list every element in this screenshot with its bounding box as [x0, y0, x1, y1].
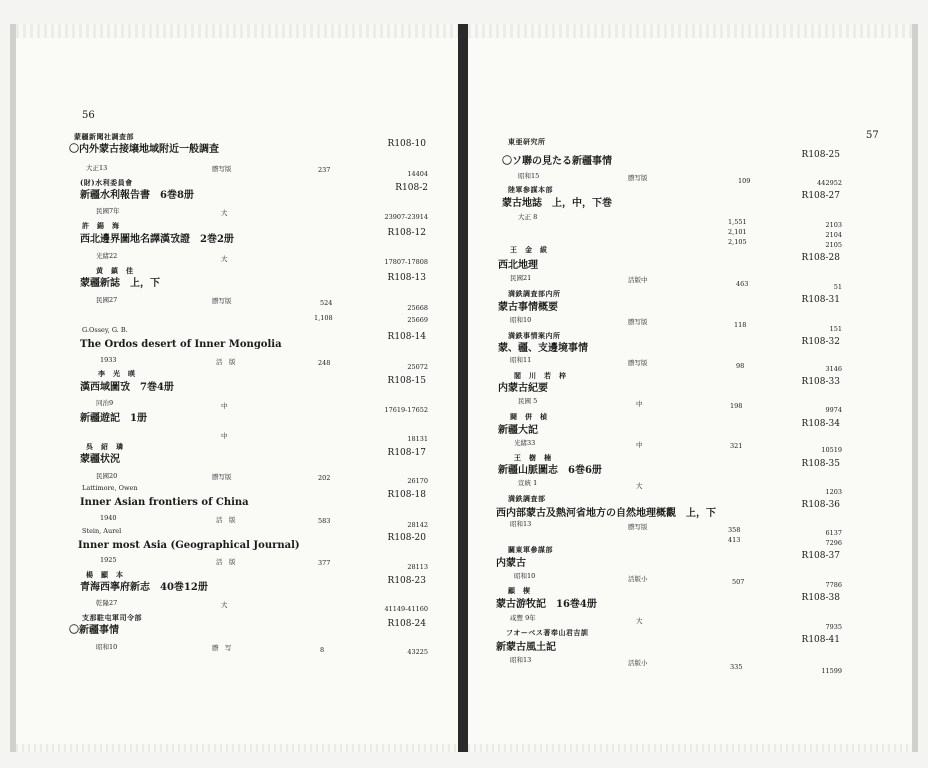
- left-entry-line: R108-13: [387, 273, 426, 283]
- left-entry-line: 民國7年: [96, 207, 120, 215]
- left-entry-line: 202: [318, 474, 331, 482]
- left-entry-line: Inner most Asia (Geographical Journal): [78, 540, 300, 551]
- page-number-left: 56: [82, 110, 95, 121]
- right-entry-line: 満鉄調査部: [508, 494, 546, 503]
- right-entry-line: 2,105: [728, 238, 747, 246]
- scan-edge-bottom: [16, 744, 458, 752]
- right-entry-line: 新疆山脈圖志 6巻6册: [498, 465, 602, 476]
- right-entry-line: 大: [636, 617, 643, 625]
- left-page: [10, 24, 458, 752]
- right-entry-line: 陸軍参謀本部: [508, 185, 553, 194]
- left-entry-line: 黄 鎮 佳: [96, 266, 134, 275]
- right-entry-line: R108-36: [801, 500, 840, 510]
- left-entry-line: 23907-23914: [384, 213, 428, 221]
- right-entry-line: 9974: [825, 406, 842, 414]
- right-entry-line: 謄写版: [628, 174, 648, 182]
- left-entry-line: 248: [318, 359, 331, 367]
- right-entry-line: 51: [833, 283, 842, 291]
- right-entry-line: 東亜研究所: [508, 137, 546, 146]
- left-entry-line: R108-18: [387, 490, 426, 500]
- left-entry-line: 41149-41160: [384, 605, 428, 613]
- right-entry-line: 321: [730, 442, 743, 450]
- right-entry-line: R108-33: [801, 377, 840, 387]
- right-entry-line: 民國 5: [518, 397, 538, 405]
- left-entry-line: 乾隆27: [96, 599, 118, 607]
- left-entry-line: 蒙疆新誌 上，下: [80, 278, 160, 289]
- right-entry-line: 蒙古游牧記 16巻4册: [496, 599, 597, 610]
- right-entry-line: 満鉄調査部内所: [508, 289, 561, 298]
- right-entry-line: 内蒙古紀要: [498, 383, 548, 394]
- right-entry-line: 闘 倂 楨: [510, 412, 548, 421]
- right-entry-line: 王 金 紱: [510, 245, 548, 254]
- left-entry-line: 漢西域圖攷 7巻4册: [80, 382, 174, 393]
- right-entry-line: 1,551: [728, 218, 747, 226]
- right-entry-line: 198: [730, 402, 743, 410]
- right-entry-line: 謄写版: [628, 359, 648, 367]
- right-entry-line: 昭和10: [514, 572, 536, 580]
- left-entry-line: 新疆遊記 1册: [80, 413, 147, 424]
- right-entry-line: 咸豐 9年: [510, 614, 536, 622]
- left-entry-line: 大: [221, 209, 228, 217]
- scan-edge-top: [468, 24, 912, 38]
- left-entry-line: 新疆水利報告書 6巻8册: [80, 190, 194, 201]
- right-entry-line: フオーベス著奉山君吉訓: [506, 628, 589, 637]
- left-entry-line: R108-2: [395, 183, 428, 193]
- left-entry-line: 25668: [407, 304, 428, 312]
- left-entry-line: 524: [320, 299, 333, 307]
- left-entry-line: 民國27: [96, 296, 118, 304]
- right-entry-line: 11599: [821, 667, 842, 675]
- left-entry-line: 謄 写: [212, 644, 232, 652]
- right-entry-line: 10519: [821, 446, 842, 454]
- right-entry-line: 昭和11: [510, 356, 532, 364]
- right-entry-line: 光緒33: [514, 439, 536, 447]
- right-entry-line: 顧 楔: [508, 586, 531, 595]
- left-entry-line: 支那駐屯軍司令部: [82, 613, 142, 622]
- right-entry-line: 6137: [825, 529, 842, 537]
- left-entry-line: R108-23: [387, 576, 426, 586]
- left-entry-line: 25669: [407, 316, 428, 324]
- left-entry-line: 許 錫 海: [82, 221, 120, 230]
- page-number-right: 57: [866, 130, 879, 141]
- left-entry-line: R108-12: [387, 228, 426, 238]
- right-entry-line: R108-31: [801, 295, 840, 305]
- right-entry-line: 109: [738, 177, 751, 185]
- left-entry-line: 26170: [407, 477, 428, 485]
- left-entry-line: 1940: [100, 514, 117, 522]
- right-entry-line: 〇ソ聯の見たる新疆事情: [502, 156, 612, 167]
- left-entry-line: 583: [318, 517, 331, 525]
- left-entry-line: 大: [221, 601, 228, 609]
- left-entry-line: R108-14: [387, 332, 426, 342]
- right-entry-line: 2104: [825, 231, 842, 239]
- right-entry-line: 中: [636, 441, 643, 449]
- right-entry-line: 大正 8: [518, 213, 538, 221]
- right-entry-line: 昭和13: [510, 656, 532, 664]
- right-entry-line: R108-37: [801, 551, 840, 561]
- left-entry-line: 17807-17808: [384, 258, 428, 266]
- right-entry-line: 7935: [825, 623, 842, 631]
- left-entry-line: 呉 紹 璘: [86, 442, 124, 451]
- right-entry-line: 7786: [825, 581, 842, 589]
- right-entry-line: 新蒙古風土記: [496, 642, 556, 653]
- left-entry-line: 蒙疆状況: [80, 454, 120, 465]
- right-entry-line: 3146: [825, 365, 842, 373]
- left-entry-line: R108-17: [387, 448, 426, 458]
- left-entry-line: 14404: [407, 170, 428, 178]
- left-entry-line: 活 版: [216, 516, 236, 524]
- left-entry-line: 謄写版: [212, 297, 232, 305]
- right-entry-line: 王 樹 楠: [514, 453, 552, 462]
- left-entry-line: 西北邊界圖地名譯漢攷證 2巻2册: [80, 234, 234, 245]
- right-entry-line: 西内部蒙古及熱河省地方の自然地理概觀 上，下: [496, 508, 716, 519]
- right-entry-line: 民國21: [510, 274, 532, 282]
- right-entry-line: 507: [732, 578, 745, 586]
- right-entry-line: 413: [728, 536, 741, 544]
- left-entry-line: 1925: [100, 556, 117, 564]
- left-entry-line: 光緒22: [96, 252, 118, 260]
- right-entry-line: 118: [734, 321, 747, 329]
- right-entry-line: 謄写版: [628, 523, 648, 531]
- left-entry-line: The Ordos desert of Inner Mongolia: [80, 339, 282, 350]
- right-entry-line: 2105: [825, 241, 842, 249]
- right-entry-line: R108-35: [801, 459, 840, 469]
- right-entry-line: 蒙古事情概要: [498, 302, 558, 313]
- right-page: [468, 24, 918, 752]
- right-entry-line: 98: [736, 362, 745, 370]
- scan-edge-bottom: [468, 744, 912, 752]
- left-entry-line: 同治9: [96, 399, 114, 407]
- left-entry-line: R108-24: [387, 619, 426, 629]
- left-entry-line: 蒙疆新聞社調査部: [74, 132, 134, 141]
- right-entry-line: 昭和15: [518, 172, 540, 180]
- right-entry-line: 内蒙古: [496, 558, 526, 569]
- right-entry-line: 昭和10: [510, 316, 532, 324]
- right-entry-line: 335: [730, 663, 743, 671]
- right-entry-line: 昭和13: [510, 520, 532, 528]
- left-entry-line: Inner Asian frontiers of China: [80, 497, 249, 508]
- left-entry-line: 25072: [407, 363, 428, 371]
- right-entry-line: 活版小: [628, 659, 648, 667]
- right-entry-line: 宣統 1: [518, 479, 538, 487]
- left-entry-line: 謄写版: [212, 473, 232, 481]
- right-entry-line: 中: [636, 400, 643, 408]
- left-entry-line: 活 版: [216, 558, 236, 566]
- right-entry-line: 蒙、疆、支邊境事情: [498, 343, 588, 354]
- left-entry-line: 〇内外蒙古接壌地域附近一般調査: [69, 144, 219, 155]
- right-entry-line: 活版中: [628, 276, 648, 284]
- left-entry-line: 楊 顯 本: [86, 570, 124, 579]
- book-scan-frame: [10, 24, 918, 752]
- left-entry-line: 大: [221, 255, 228, 263]
- right-entry-line: 151: [829, 325, 842, 333]
- left-entry-line: 中: [221, 402, 228, 410]
- left-entry-line: 18131: [407, 435, 428, 443]
- right-entry-line: R108-34: [801, 419, 840, 429]
- right-entry-line: 442952: [817, 179, 842, 187]
- scan-edge-top: [16, 24, 458, 38]
- right-entry-line: 463: [736, 280, 749, 288]
- right-entry-line: 蒙古地誌 上，中，下巻: [502, 198, 612, 209]
- right-entry-line: 謄写版: [628, 318, 648, 326]
- left-entry-line: 1933: [100, 356, 117, 364]
- left-entry-line: 377: [318, 559, 331, 567]
- right-entry-line: 満鉄事情案内所: [508, 331, 561, 340]
- left-entry-line: 237: [318, 166, 331, 174]
- left-entry-line: 大正13: [86, 164, 108, 172]
- left-entry-line: 活 版: [216, 358, 236, 366]
- right-entry-line: R108-25: [801, 150, 840, 160]
- right-entry-line: 1203: [825, 488, 842, 496]
- right-entry-line: 西北地理: [498, 260, 538, 271]
- left-entry-line: 8: [320, 646, 325, 654]
- right-entry-line: 358: [728, 526, 741, 534]
- right-entry-line: 大: [636, 482, 643, 490]
- right-entry-line: 2103: [825, 221, 842, 229]
- left-entry-line: R108-15: [387, 376, 426, 386]
- left-entry-line: 1,108: [314, 314, 333, 322]
- right-entry-line: R108-27: [801, 191, 840, 201]
- right-entry-line: 關東軍參謀部: [508, 545, 553, 554]
- left-entry-line: Stein, Aurel: [82, 527, 122, 535]
- left-entry-line: 17619-17652: [384, 406, 428, 414]
- left-entry-line: 43225: [407, 648, 428, 656]
- left-entry-line: 謄写版: [212, 165, 232, 173]
- left-entry-line: 民國20: [96, 472, 118, 480]
- right-entry-line: 2,101: [728, 228, 747, 236]
- left-entry-line: 28113: [407, 563, 428, 571]
- right-entry-line: R108-28: [801, 253, 840, 263]
- right-entry-line: R108-32: [801, 337, 840, 347]
- right-entry-line: 活版小: [628, 575, 648, 583]
- right-entry-line: R108-41: [801, 635, 840, 645]
- left-entry-line: 中: [221, 432, 228, 440]
- left-entry-line: (財)水利委員會: [80, 178, 133, 187]
- left-entry-line: 昭和10: [96, 643, 118, 651]
- left-entry-line: Lattimore, Owen: [82, 484, 138, 492]
- left-entry-line: R108-10: [387, 139, 426, 149]
- right-entry-line: 閣 川 若 梓: [514, 371, 567, 380]
- left-entry-line: 青海西寧府新志 40巻12册: [80, 582, 208, 593]
- left-entry-line: R108-20: [387, 533, 426, 543]
- left-entry-line: 28142: [407, 521, 428, 529]
- right-entry-line: 7296: [825, 539, 842, 547]
- left-entry-line: 李 光 暎: [98, 369, 136, 378]
- right-entry-line: R108-38: [801, 593, 840, 603]
- right-entry-line: 新疆大記: [498, 425, 538, 436]
- left-entry-line: 〇新疆事情: [69, 625, 119, 636]
- left-entry-line: G.Ossey, G. B.: [82, 326, 128, 334]
